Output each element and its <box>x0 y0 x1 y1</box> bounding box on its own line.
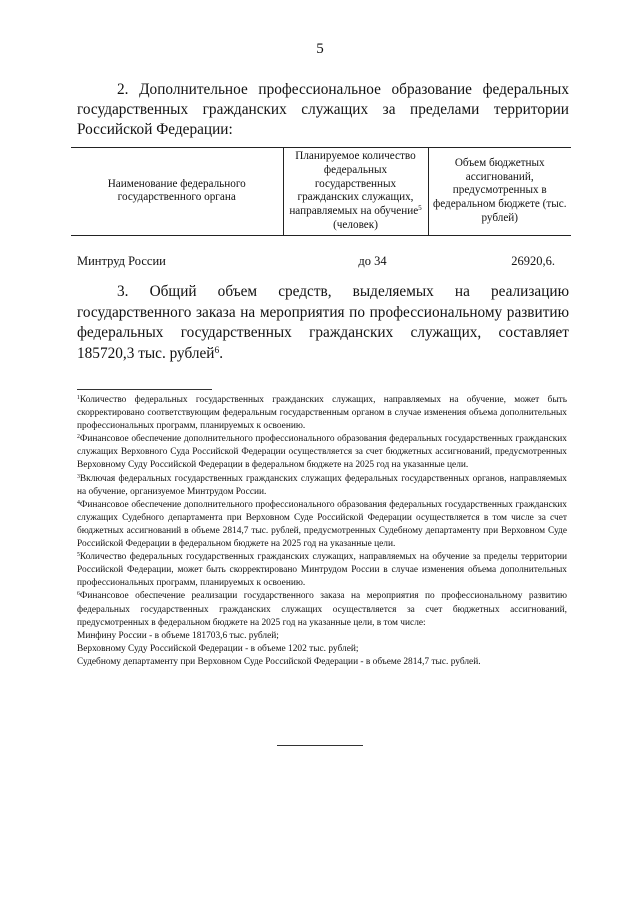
footnote-breakdown-minfin: Минфину России - в объеме 181703,6 тыс. рублей; <box>77 630 279 641</box>
footnote-mark: 5 <box>77 551 80 558</box>
footnote-breakdown-judicial-department: Судебному департаменту при Верховном Суде Российской Федерации - в объеме 2814,7 тыс. рублей. <box>77 656 481 667</box>
section-3-end: . <box>219 344 224 362</box>
footnote-text: Количество федеральных государственных гражданских служащих, направляемых на обучение, может быть скорректировано соответствующим федеральным государственным органом в случае изменения объема дополнительных профессиональных программ, планируемых к освоению. <box>77 395 567 432</box>
footnote-6 <box>77 590 567 629</box>
footnote-1 <box>77 394 567 433</box>
footnote-separator <box>77 389 212 390</box>
footnote-mark: 1 <box>77 394 80 401</box>
header-organ: Наименование федерального государственного органа <box>71 148 283 236</box>
header-count <box>283 148 428 236</box>
section-3-paragraph <box>77 282 569 364</box>
footnote-3 <box>77 473 567 499</box>
header-budget: Объем бюджетных ассигнований, предусмотренных в федеральном бюджете (тыс. рублей) <box>428 148 571 236</box>
row-count: до 34 <box>358 253 387 268</box>
footnote-breakdown-supreme-court: Верховному Суду Российской Федерации - в объеме 1202 тыс. рублей; <box>77 643 359 654</box>
header-count-text: Планируемое количество федеральных государственных гражданских служащих, направляемых на обучение <box>289 150 419 218</box>
end-separator <box>277 745 363 746</box>
footnote-text: Включая федеральных государственных гражданских служащих федеральных государственных органов, направляемых на обучение, организуемое Минтрудом России. <box>77 473 567 497</box>
footnote-4 <box>77 499 567 551</box>
footnote-mark: 3 <box>77 473 80 480</box>
footnotes <box>77 394 567 669</box>
footnote-text: Финансовое обеспечение реализации государственного заказа на мероприятия по профессиональному развитию федеральных государственных гражданских служащих осуществляется за счет бюджетных ассигнований, предусмотренных в федеральном бюджете на 2025 год на указанные цели, в том числе: <box>77 591 567 628</box>
page-number: 5 <box>316 41 324 57</box>
section-3-footnote-mark: 6 <box>214 345 220 356</box>
header-count-suffix: (человек) <box>333 218 378 231</box>
row-organ: Минтруд России <box>77 253 166 268</box>
table-spacer-row <box>71 235 571 254</box>
footnote-5 <box>77 551 567 590</box>
footnote-2 <box>77 433 567 472</box>
footnote-mark: 2 <box>77 434 80 441</box>
row-budget: 26920,6. <box>511 253 555 268</box>
section-2-heading: 2. Дополнительное профессиональное образование федеральных государственных гражданских служащих за пределами территории Российской Федерации: <box>77 81 569 138</box>
budget-table <box>71 147 571 270</box>
table-header-row <box>71 148 571 236</box>
footnote-text: Количество федеральных государственных гражданских служащих, направляемых на обучение за пределы территории Российской Федерации, может быть скорректировано Минтрудом России в случае изменения объема дополнительных профессиональных программ, планируемых к освоению. <box>77 552 567 589</box>
section-3-text: 3. Общий объем средств, выделяемых на реализацию государственного заказа на мероприятия по профессиональному развитию федеральных государственных гражданских служащих, составляет 185720,3 тыс. рублей <box>77 283 569 362</box>
footnote-text: Финансовое обеспечение дополнительного профессионального образования федеральных государственных гражданских служащих Судебного департамента при Верховном Суде Российской Федерации осуществляется в том числе за счет бюджетных ассигнований в объеме 2814,7 тыс. рублей, предусмотренных Судебному департаменту при Верховном Суде Российской Федерации в федеральном бюджете на 2025 год на указанные цели. <box>77 499 567 550</box>
footnote-mark: 4 <box>77 499 80 506</box>
footnote-text: Финансовое обеспечение дополнительного профессионального образования федеральных государственных гражданских служащих Верховного Суда Российской Федерации осуществляется за счет бюджетных ассигнований, предусмотренных Верховному Суду Российской Федерации в федеральном бюджете на 2025 год на указанные цели. <box>77 434 567 471</box>
footnote-mark: 6 <box>77 591 80 598</box>
header-count-footnote-mark: 5 <box>418 204 422 213</box>
table-row <box>71 254 571 270</box>
